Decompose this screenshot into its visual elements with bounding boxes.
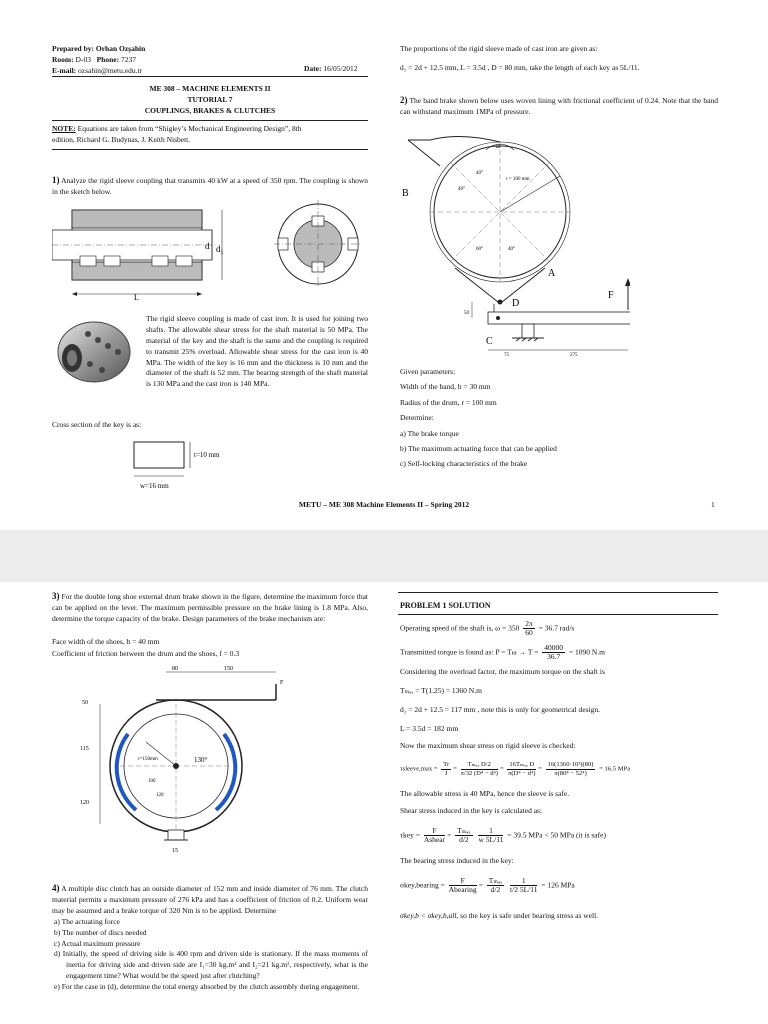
email-label: E-mail: bbox=[52, 65, 77, 75]
svg-text:40°: 40° bbox=[458, 187, 465, 192]
dim-L: L bbox=[134, 293, 139, 302]
tutorial-number: TUTORIAL 7 bbox=[187, 94, 233, 104]
sleeve-stress-equation: τsleeve,max = $\frac{Tr}{J}$ = $\frac{\text{Tₘₐₓ D/2}}{\text{π/32 (D⁴ − d⁴)}}$ = $\frac{\text{16Tₘₐₓ D}}{\text{π(D⁴ − d⁴)}}$ = $\frac{\text{16(1360·10³)(80)}}{\text{π(80⁴ − 52⁴)}}$ = 16.5 MPa bbox=[400, 761, 631, 777]
phone-value: 7237 bbox=[120, 54, 136, 64]
key-shear-equation: τkey = $\frac{F}{\text{Ashear}}$ = $\frac{\text{Tₘₐₓ}}{d/2}$ $\frac{1}{w 5L/11}$ = 39.5 MPa < 50 MPa (it is safe) bbox=[400, 825, 606, 844]
problem-1-text: 1) Analyze the rigid sleeve coupling that transmits 40 kW at a speed of 350 rpm. The coupling is shown in the sketch below. bbox=[52, 175, 368, 197]
svg-text:80: 80 bbox=[172, 666, 178, 672]
note-label: NOTE: bbox=[52, 124, 76, 133]
note-box: NOTE: Equations are taken from “Shigley’s Mechanical Engineering Design”, 8th edition, Richard G. Budynas, J. Keith Nisbett. bbox=[52, 124, 302, 144]
point-A: A bbox=[548, 268, 556, 279]
date-value: 16/05/2012 bbox=[323, 64, 358, 73]
friction-coefficient: Coefficient of friction between the drum and the shoes, f = 0.3 bbox=[52, 649, 240, 658]
prepared-label: Prepared by: bbox=[52, 44, 95, 53]
problem-3-parameters bbox=[52, 636, 368, 660]
torque-equation: Transmitted torque is found as: P = Tω → T = $\frac{40000}{36.7}$ = 1090 N.m bbox=[400, 642, 606, 661]
solution-title: PROBLEM 1 SOLUTION bbox=[400, 601, 491, 610]
problem-4-item-c: c) Actual maximum pressure bbox=[54, 938, 141, 948]
prepared-name: Orhan Ozşahin bbox=[95, 44, 146, 53]
svg-text:115: 115 bbox=[80, 746, 89, 752]
svg-text:40°: 40° bbox=[476, 171, 483, 176]
key-cross-section bbox=[130, 438, 240, 490]
problem-4-item-b: b) The number of discs needed bbox=[54, 927, 147, 937]
solution-body: Operating speed of the shaft is, ω = 350 $\frac{2\pi}{60}$ = 36.7 rad/s Transmitted torque is found as: P = Tω → T = $\frac{40000}{36.7}$ = 1090 N.m Considering the overload factor, the maximum torque on the shaft is Tₘₐₓ = T(1.25) = 1360 N.m d₁ = 2d + 12.5 = 117 mm , note this is only for geometrical design. L = 3.5d = 182 mm Now the maximum shear stress on rigid sleeve is checked: τsleeve,max = $\frac{Tr}{J}$ = $\frac{\text{Tₘₐₓ D/2}}{\text{π/32 (D⁴ − d⁴)}}$ = $\frac{\text{16Tₘₐₓ D}}{\text{π(D⁴ − d⁴)}}$ = $\frac{\text{16(1360·10³)(80)}}{\text{π(80⁴ − 52⁴)}}$ = 16.5 MPa The allowable stress is 40 MPa, hence the sleeve is safe. Shear stress induced in the key is calculated as: τkey = $\frac{F}{\text{Ashear}}$ = $\frac{\text{Tₘₐₓ}}{d/2}$ $\frac{1}{w 5L/11}$ = 39.5 MPa < 50 MPa (it is safe) The bearing stress induced in the key: σkey,bearing = $\frac{F}{\text{Abearing}}$ = $\frac{\text{Tₘₐₓ}}{d/2}$ $\frac{1}{t/2 5L/11}$ = 126 MPa σkey,b < σkey,b,all, so the key is safe under bearing stress as well. bbox=[400, 618, 718, 921]
page-gap bbox=[0, 530, 768, 582]
speed-equation: Operating speed of the shaft is, ω = 350 $\frac{2\pi}{60}$ = 36.7 rad/s bbox=[400, 619, 575, 638]
tutorial-topic: COUPLINGS, BRAKES & CLUTCHES bbox=[144, 105, 276, 115]
problem-4-item-d: d) Initially, the speed of driving side is 400 rpm and driven side is stationary. If the mass moments of inertia for driving side and driven side are I₁=30 kg.m² and I₂=21 kg.m², respectively, what is the engagement time? What would be the speed just after clutching? bbox=[54, 949, 368, 981]
problem-2-parameters: Given parameters: Width of the band, b = 30 mm Radius of the drum, r = 100 mm Determine: a) The brake torque b) The maximum actuating force that can be applied c) Self-locking characteristics of the brake bbox=[400, 364, 718, 472]
svg-text:100: 100 bbox=[148, 779, 156, 784]
omega-label: ω bbox=[496, 142, 501, 150]
book-title: “Shigley’s Mechanical Engineering Design”, 8th bbox=[155, 124, 302, 133]
problem-1-description: The rigid sleeve coupling is made of cast iron. It is used for joining two shafts. The allowable shear stress for the shaft material is 50 MPa. The material of the key and the shaft is the same and the coupling is required to transmit 25% overload. Allowable shear stress for the cast iron is 40 MPa. The width of the key is 16 mm and the thickness is 10 mm and the diameter of the shaft is 52 mm. The bearing strength of the shaft material is 130 MPa and the cast iron is 140 MPa. bbox=[146, 314, 368, 389]
band-width: Width of the band, b = 30 mm bbox=[400, 382, 491, 392]
problem-2-number: 2) bbox=[400, 95, 408, 105]
problem-4-number: 4) bbox=[52, 883, 60, 893]
course-title: ME 308 – MACHINE ELEMENTS II bbox=[149, 84, 271, 93]
problem-4-text: 4) A multiple disc clutch has an outside diameter of 152 mm and inside diameter of 76 mm. The clutch material permits a maximum pressure of 276 kPa and has a coefficient of friction of 0.2. Uniform wear may be assumed and a brake torque of 320 Nm is to be applied. Determine a) The actuating force b) The number of discs needed c) Actual maximum pressure d) Initially, the speed of driving side is 400 rpm and driven side is stationary. If the mass moments of inertia for driving side and driven side are I₁=30 kg.m² and I₂=21 kg.m², respectively, what is the engagement time? What would be the speed just after clutching? e) For the case in (d), determine the total energy absorbed by the clutch assembly during engagement. bbox=[52, 883, 368, 992]
svg-text:60°: 60° bbox=[476, 247, 483, 252]
cross-section-label: Cross section of the key is as: bbox=[52, 420, 142, 429]
problem-2-text: 2) The band brake shown below uses woven lining with frictional coefficient of 0.24. Note that the band can withstand maximum 1MPa of pressure. bbox=[400, 95, 718, 117]
room-value: D-03 bbox=[75, 54, 91, 64]
note-rule-bottom bbox=[52, 149, 368, 150]
sleeve-proportions: The proportions of the rigid sleeve made of cast iron are given as: d₁ = 2d + 12.5 mm, L = 3.5d , D = 80 mm, take the length of each key as 5L/11. bbox=[400, 44, 718, 74]
point-C: C bbox=[486, 336, 493, 347]
band-brake-figure bbox=[400, 122, 630, 362]
face-width: Face width of the shoes, b = 40 mm bbox=[52, 637, 160, 646]
svg-text:F: F bbox=[280, 680, 284, 686]
problem-1-number: 1) bbox=[52, 175, 60, 185]
page-2 bbox=[0, 582, 768, 1024]
L-value: L = 3.5d = 182 mm bbox=[400, 723, 459, 733]
drum-radius: Radius of the drum, r = 100 mm bbox=[400, 397, 497, 407]
problem-4-item-e: e) For the case in (d), determine the total energy absorbed by the clutch assembly during engagement. bbox=[54, 982, 360, 992]
tutorial-title bbox=[52, 84, 368, 117]
page-number: 1 bbox=[711, 500, 715, 509]
coupling-sketch bbox=[52, 200, 232, 302]
coupling-end-view bbox=[272, 198, 364, 290]
coupling-photo bbox=[54, 312, 134, 392]
max-torque: Tₘₐₓ = T(1.25) = 1360 N.m bbox=[400, 685, 482, 695]
email-link[interactable]: ozsahin@metu.edu.tr bbox=[78, 65, 143, 75]
room-label: Room: bbox=[52, 54, 74, 64]
problem-3-text: 3) For the double long shoe external drum brake shown in the figure, determine the maximum force that can be applied on the lever. The maximum permissible pressure on the brake lining is 1.8 MPa. Also, determine the torque capacity of the brake. Design parameters of the brake mechanism are: bbox=[52, 591, 368, 623]
svg-text:15: 15 bbox=[172, 848, 178, 854]
svg-text:50: 50 bbox=[464, 311, 469, 316]
d1-value: d₁ = 2d + 12.5 = 117 mm , note this is only for geometrical design. bbox=[400, 704, 601, 714]
radius-label: r = 100 mm bbox=[506, 177, 530, 182]
page-footer: METU – ME 308 Machine Elements II – Spring 2012 bbox=[298, 500, 470, 509]
point-B: B bbox=[402, 188, 409, 199]
key-bearing-equation: σkey,bearing = $\frac{F}{\text{Abearing}}$ = $\frac{\text{Tₘₐₓ}}{d/2}$ $\frac{1}{t/2 5L/11}$ = 126 MPa bbox=[400, 876, 575, 895]
svg-text:120: 120 bbox=[156, 793, 164, 798]
solution-rule-top bbox=[398, 592, 718, 593]
problem-4-items bbox=[52, 917, 368, 993]
bearing-conclusion: σkey,b < σkey,b,all, so the key is safe under bearing stress as well. bbox=[400, 910, 599, 920]
svg-text:120: 120 bbox=[80, 800, 89, 806]
svg-text:275: 275 bbox=[570, 353, 578, 358]
header-rule bbox=[52, 76, 368, 77]
problem-4-item-a: a) The actuating force bbox=[54, 916, 120, 926]
solution-rule-bottom bbox=[398, 614, 718, 615]
point-D: D bbox=[512, 298, 520, 309]
svg-text:75: 75 bbox=[504, 353, 509, 358]
drum-brake-figure bbox=[76, 664, 290, 856]
dim-d1: $d_1$ bbox=[216, 244, 224, 256]
svg-text:130°: 130° bbox=[194, 756, 208, 764]
svg-text:40°: 40° bbox=[508, 247, 515, 252]
svg-text:r=150mm: r=150mm bbox=[138, 757, 158, 762]
svg-text:150: 150 bbox=[224, 666, 233, 672]
note-rule-top bbox=[52, 120, 368, 121]
phone-label: Phone: bbox=[96, 54, 120, 64]
problem-3-number: 3) bbox=[52, 591, 60, 601]
dim-d: d bbox=[205, 241, 210, 251]
force-F: F bbox=[608, 290, 614, 301]
key-width: w=16 mm bbox=[140, 482, 169, 490]
key-thickness: t=10 mm bbox=[194, 451, 220, 459]
proportions-formula: d₁ = 2d + 12.5 mm, L = 3.5d , D = 80 mm, take the length of each key as 5L/11. bbox=[400, 62, 640, 72]
svg-text:50: 50 bbox=[82, 700, 88, 706]
header-date: Date: 16/05/2012 bbox=[304, 64, 358, 73]
